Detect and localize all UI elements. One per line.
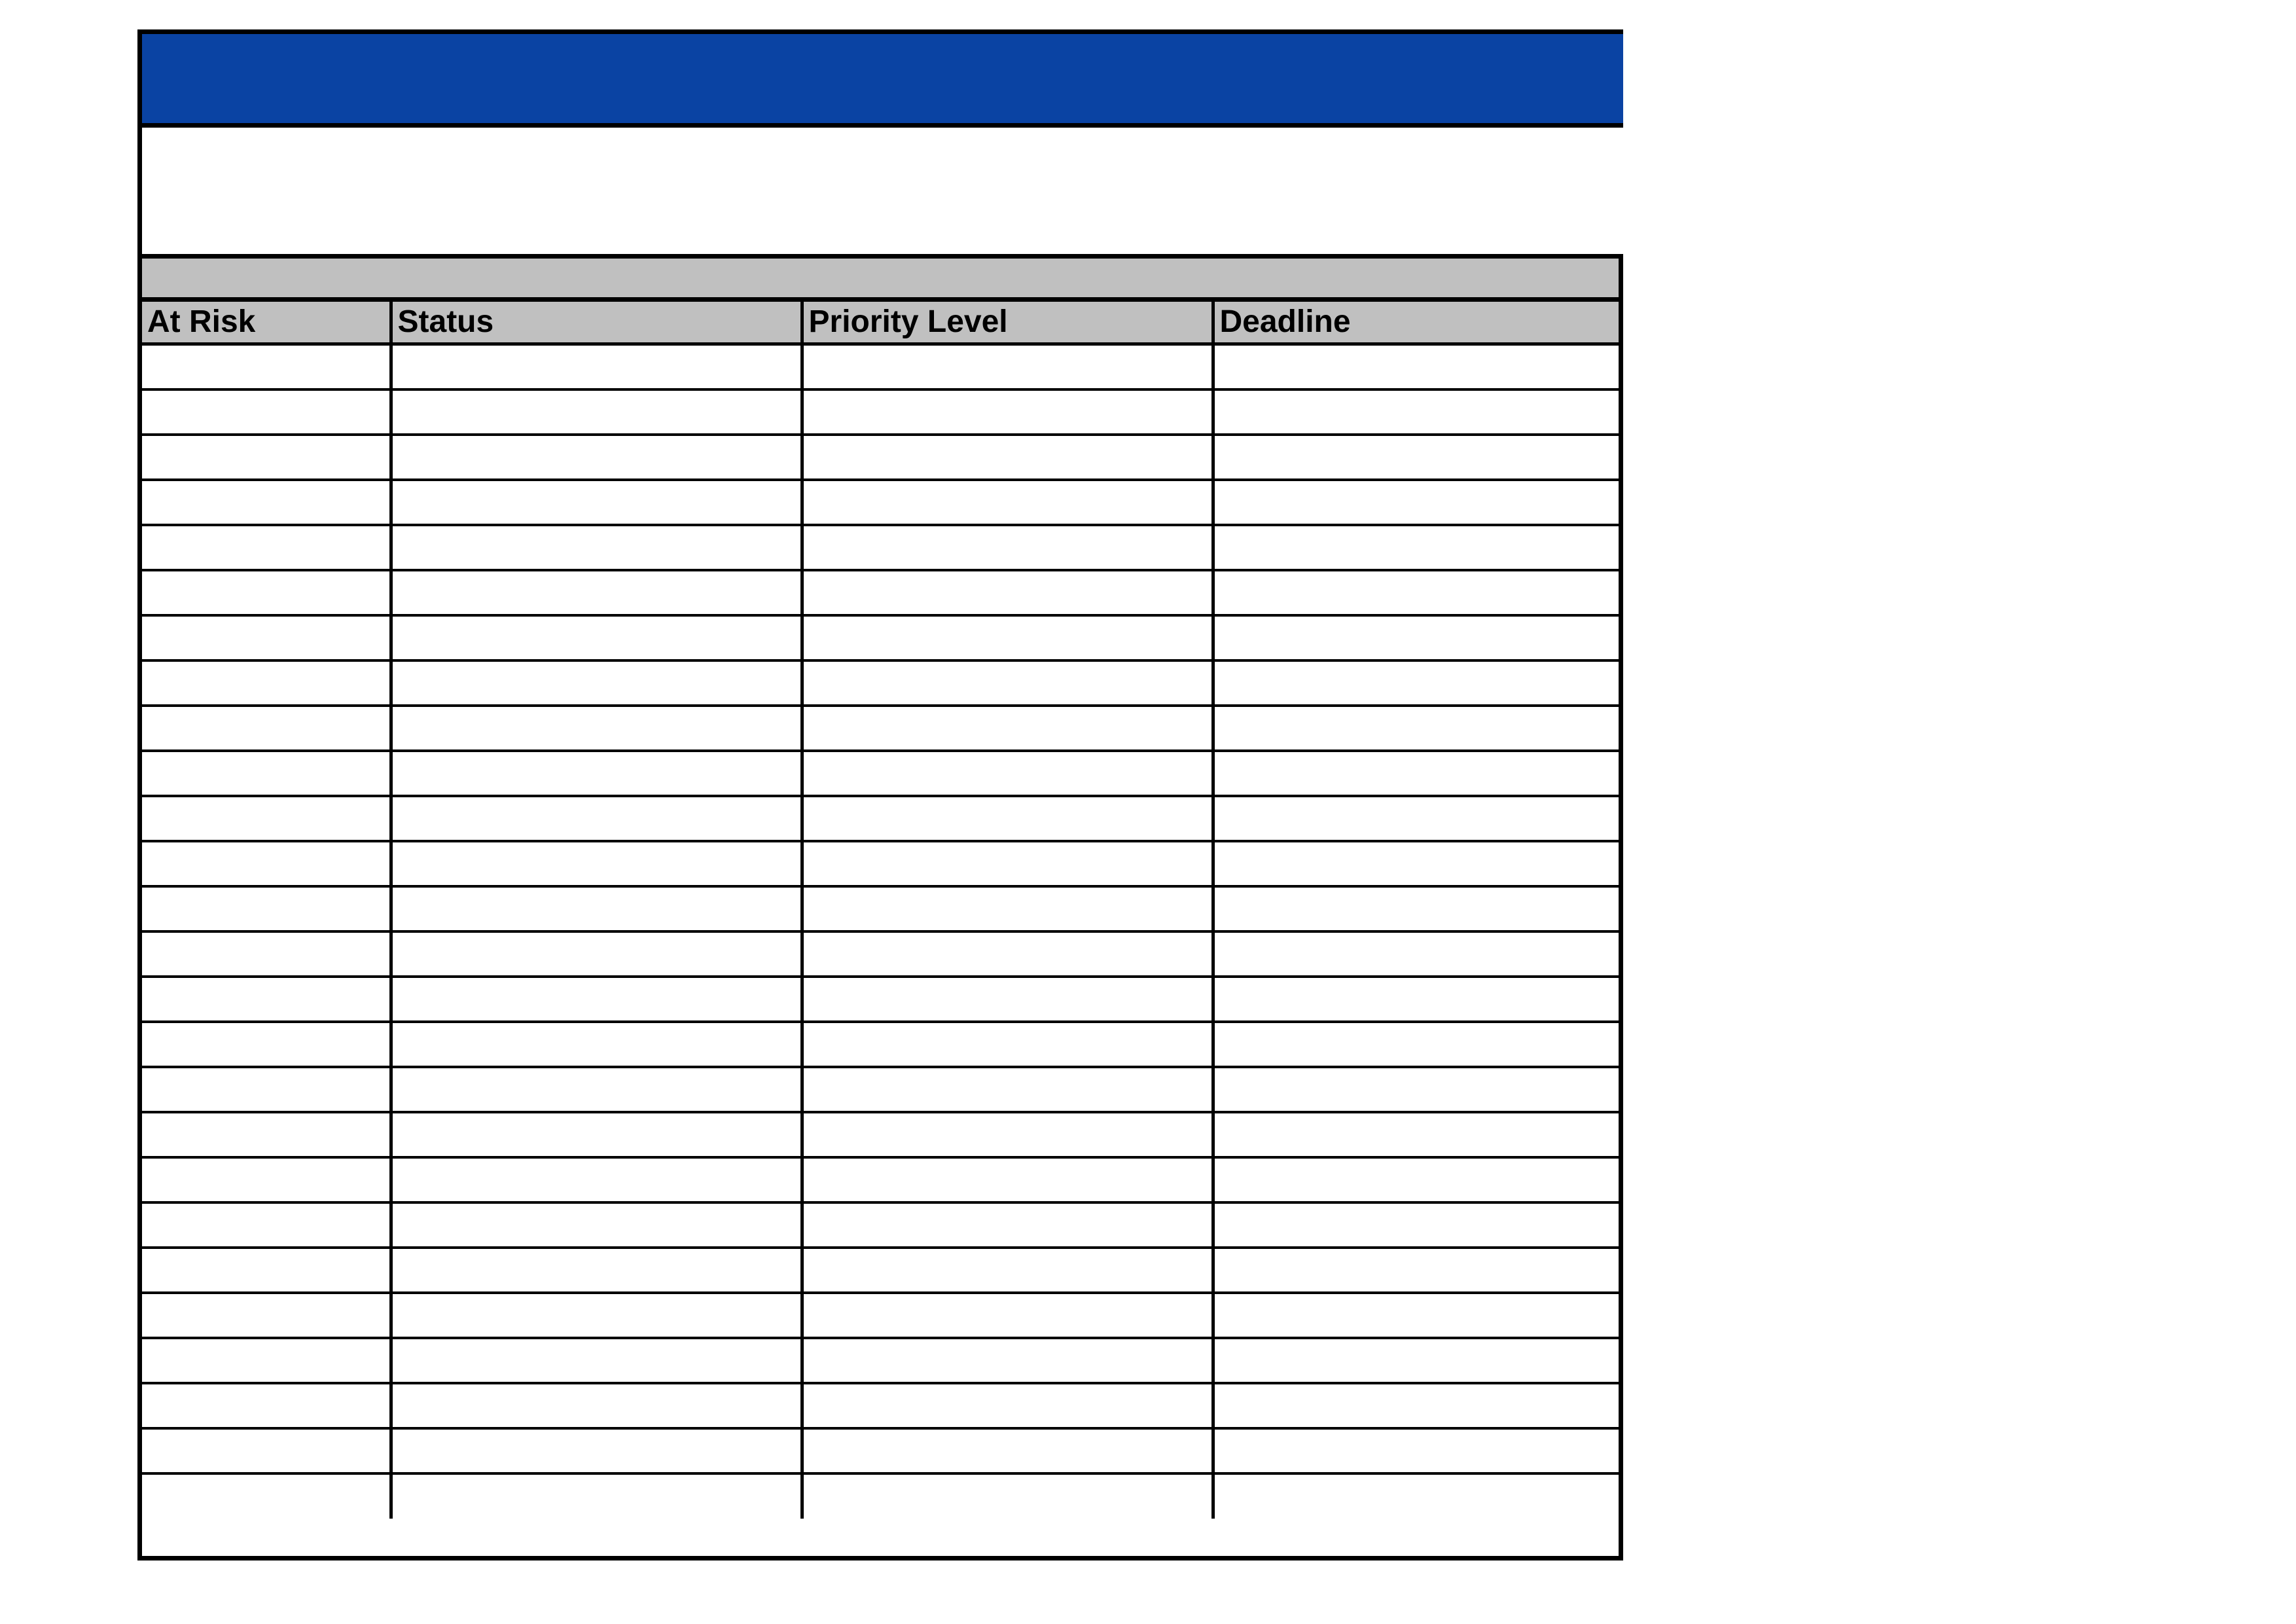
table-row: [142, 931, 1619, 977]
cell-priority-level[interactable]: [802, 796, 1213, 841]
cell-at-risk[interactable]: [142, 1338, 391, 1383]
cell-deadline[interactable]: [1213, 1428, 1619, 1473]
table-row: [142, 615, 1619, 660]
cell-priority-level[interactable]: [802, 525, 1213, 570]
cell-priority-level[interactable]: [802, 570, 1213, 615]
cell-priority-level[interactable]: [802, 841, 1213, 886]
table-row: [142, 751, 1619, 796]
cell-at-risk[interactable]: [142, 1473, 391, 1519]
cell-priority-level[interactable]: [802, 1248, 1213, 1293]
table-row: [142, 435, 1619, 480]
cell-at-risk[interactable]: [142, 977, 391, 1022]
cell-at-risk[interactable]: [142, 1157, 391, 1202]
cell-priority-level[interactable]: [802, 1202, 1213, 1248]
column-header-at-risk: At Risk: [142, 302, 391, 344]
column-header-deadline: Deadline: [1213, 302, 1619, 344]
cell-status[interactable]: [391, 615, 802, 660]
cell-deadline[interactable]: [1213, 1202, 1619, 1248]
cell-deadline[interactable]: [1213, 570, 1619, 615]
cell-deadline[interactable]: [1213, 1022, 1619, 1067]
cell-priority-level[interactable]: [802, 977, 1213, 1022]
table-row: [142, 344, 1619, 389]
cell-priority-level[interactable]: [802, 931, 1213, 977]
column-header-status: Status: [391, 302, 802, 344]
cell-status[interactable]: [391, 435, 802, 480]
cell-priority-level[interactable]: [802, 1112, 1213, 1157]
cell-priority-level[interactable]: [802, 1473, 1213, 1519]
cell-status[interactable]: [391, 931, 802, 977]
table-row: [142, 1022, 1619, 1067]
cell-status[interactable]: [391, 1157, 802, 1202]
cell-deadline[interactable]: [1213, 1157, 1619, 1202]
cell-at-risk[interactable]: [142, 796, 391, 841]
cell-at-risk[interactable]: [142, 1293, 391, 1338]
cell-status[interactable]: [391, 1383, 802, 1428]
table-row: [142, 1383, 1619, 1428]
cell-deadline[interactable]: [1213, 931, 1619, 977]
table-row: [142, 1157, 1619, 1202]
table-row: [142, 1338, 1619, 1383]
cell-status[interactable]: [391, 796, 802, 841]
cell-deadline[interactable]: [1213, 1383, 1619, 1428]
table-row: [142, 1473, 1619, 1519]
cell-at-risk[interactable]: [142, 1067, 391, 1112]
cell-status[interactable]: [391, 570, 802, 615]
table-row: [142, 1112, 1619, 1157]
cell-deadline[interactable]: [1213, 1112, 1619, 1157]
cell-at-risk[interactable]: [142, 931, 391, 977]
cell-at-risk[interactable]: [142, 1428, 391, 1473]
cell-status[interactable]: [391, 1428, 802, 1473]
cell-at-risk[interactable]: [142, 1022, 391, 1067]
cell-at-risk[interactable]: [142, 435, 391, 480]
cell-at-risk[interactable]: [142, 886, 391, 931]
cell-at-risk[interactable]: [142, 706, 391, 751]
table-row: [142, 1067, 1619, 1112]
cell-at-risk[interactable]: [142, 344, 391, 389]
table-row: [142, 1293, 1619, 1338]
cell-status[interactable]: [391, 480, 802, 525]
table-row: [142, 525, 1619, 570]
tracker-grid: [137, 254, 1623, 1561]
cell-deadline[interactable]: [1213, 525, 1619, 570]
cell-priority-level[interactable]: [802, 1383, 1213, 1428]
cell-priority-level[interactable]: [802, 615, 1213, 660]
cell-priority-level[interactable]: [802, 1067, 1213, 1112]
cell-deadline[interactable]: [1213, 841, 1619, 886]
cell-deadline[interactable]: [1213, 389, 1619, 435]
table-row: [142, 389, 1619, 435]
cell-status[interactable]: [391, 1338, 802, 1383]
cell-status[interactable]: [391, 660, 802, 706]
cell-status[interactable]: [391, 1067, 802, 1112]
cell-status[interactable]: [391, 1022, 802, 1067]
cell-deadline[interactable]: [1213, 435, 1619, 480]
cell-priority-level[interactable]: [802, 886, 1213, 931]
cell-deadline[interactable]: [1213, 751, 1619, 796]
cell-at-risk[interactable]: [142, 480, 391, 525]
cell-status[interactable]: [391, 841, 802, 886]
table-row: [142, 796, 1619, 841]
table-row: [142, 1428, 1619, 1473]
cell-priority-level[interactable]: [802, 480, 1213, 525]
cell-status[interactable]: [391, 1293, 802, 1338]
cell-priority-level[interactable]: [802, 751, 1213, 796]
cell-status[interactable]: [391, 1112, 802, 1157]
cell-status[interactable]: [391, 977, 802, 1022]
cell-at-risk[interactable]: [142, 841, 391, 886]
cell-priority-level[interactable]: [802, 1022, 1213, 1067]
cell-at-risk[interactable]: [142, 1202, 391, 1248]
cell-deadline[interactable]: [1213, 1067, 1619, 1112]
section-header-band: [142, 259, 1619, 302]
cell-status[interactable]: [391, 1473, 802, 1519]
cell-at-risk[interactable]: [142, 660, 391, 706]
cell-deadline[interactable]: [1213, 660, 1619, 706]
cell-priority-level[interactable]: [802, 435, 1213, 480]
table-row: [142, 977, 1619, 1022]
cell-deadline[interactable]: [1213, 615, 1619, 660]
cell-deadline[interactable]: [1213, 796, 1619, 841]
table-row: [142, 1202, 1619, 1248]
cell-at-risk[interactable]: [142, 1248, 391, 1293]
cell-status[interactable]: [391, 706, 802, 751]
cell-priority-level[interactable]: [802, 660, 1213, 706]
cell-priority-level[interactable]: [802, 1157, 1213, 1202]
cell-deadline[interactable]: [1213, 706, 1619, 751]
column-header-priority-level: Priority Level: [802, 302, 1213, 344]
cell-deadline[interactable]: [1213, 1293, 1619, 1338]
tracker-table: [142, 302, 1619, 1519]
header-row: [142, 302, 1619, 344]
cell-deadline[interactable]: [1213, 1248, 1619, 1293]
table-row: [142, 706, 1619, 751]
table-row: [142, 480, 1619, 525]
cell-deadline[interactable]: [1213, 344, 1619, 389]
cell-at-risk[interactable]: [142, 1112, 391, 1157]
cell-status[interactable]: [391, 886, 802, 931]
cell-status[interactable]: [391, 525, 802, 570]
cell-at-risk[interactable]: [142, 525, 391, 570]
cell-status[interactable]: [391, 344, 802, 389]
cell-status[interactable]: [391, 389, 802, 435]
table-row: [142, 570, 1619, 615]
cell-deadline[interactable]: [1213, 1473, 1619, 1519]
cell-priority-level[interactable]: [802, 706, 1213, 751]
table-row: [142, 1248, 1619, 1293]
cell-deadline[interactable]: [1213, 480, 1619, 525]
cell-at-risk[interactable]: [142, 615, 391, 660]
cell-status[interactable]: [391, 1202, 802, 1248]
cell-deadline[interactable]: [1213, 886, 1619, 931]
cell-status[interactable]: [391, 1248, 802, 1293]
cell-priority-level[interactable]: [802, 1293, 1213, 1338]
table-row: [142, 660, 1619, 706]
cell-priority-level[interactable]: [802, 1338, 1213, 1383]
cell-at-risk[interactable]: [142, 751, 391, 796]
table-row: [142, 886, 1619, 931]
cell-priority-level[interactable]: [802, 1428, 1213, 1473]
cell-deadline[interactable]: [1213, 977, 1619, 1022]
cell-at-risk[interactable]: [142, 1383, 391, 1428]
title-banner: [137, 29, 1623, 128]
spreadsheet-page: [137, 29, 1623, 1528]
table-row: [142, 841, 1619, 886]
cell-at-risk[interactable]: [142, 570, 391, 615]
cell-status[interactable]: [391, 751, 802, 796]
description-area: [137, 128, 1623, 254]
cell-priority-level[interactable]: [802, 344, 1213, 389]
cell-at-risk[interactable]: [142, 389, 391, 435]
cell-priority-level[interactable]: [802, 389, 1213, 435]
table-body: [142, 344, 1619, 1519]
cell-deadline[interactable]: [1213, 1338, 1619, 1383]
